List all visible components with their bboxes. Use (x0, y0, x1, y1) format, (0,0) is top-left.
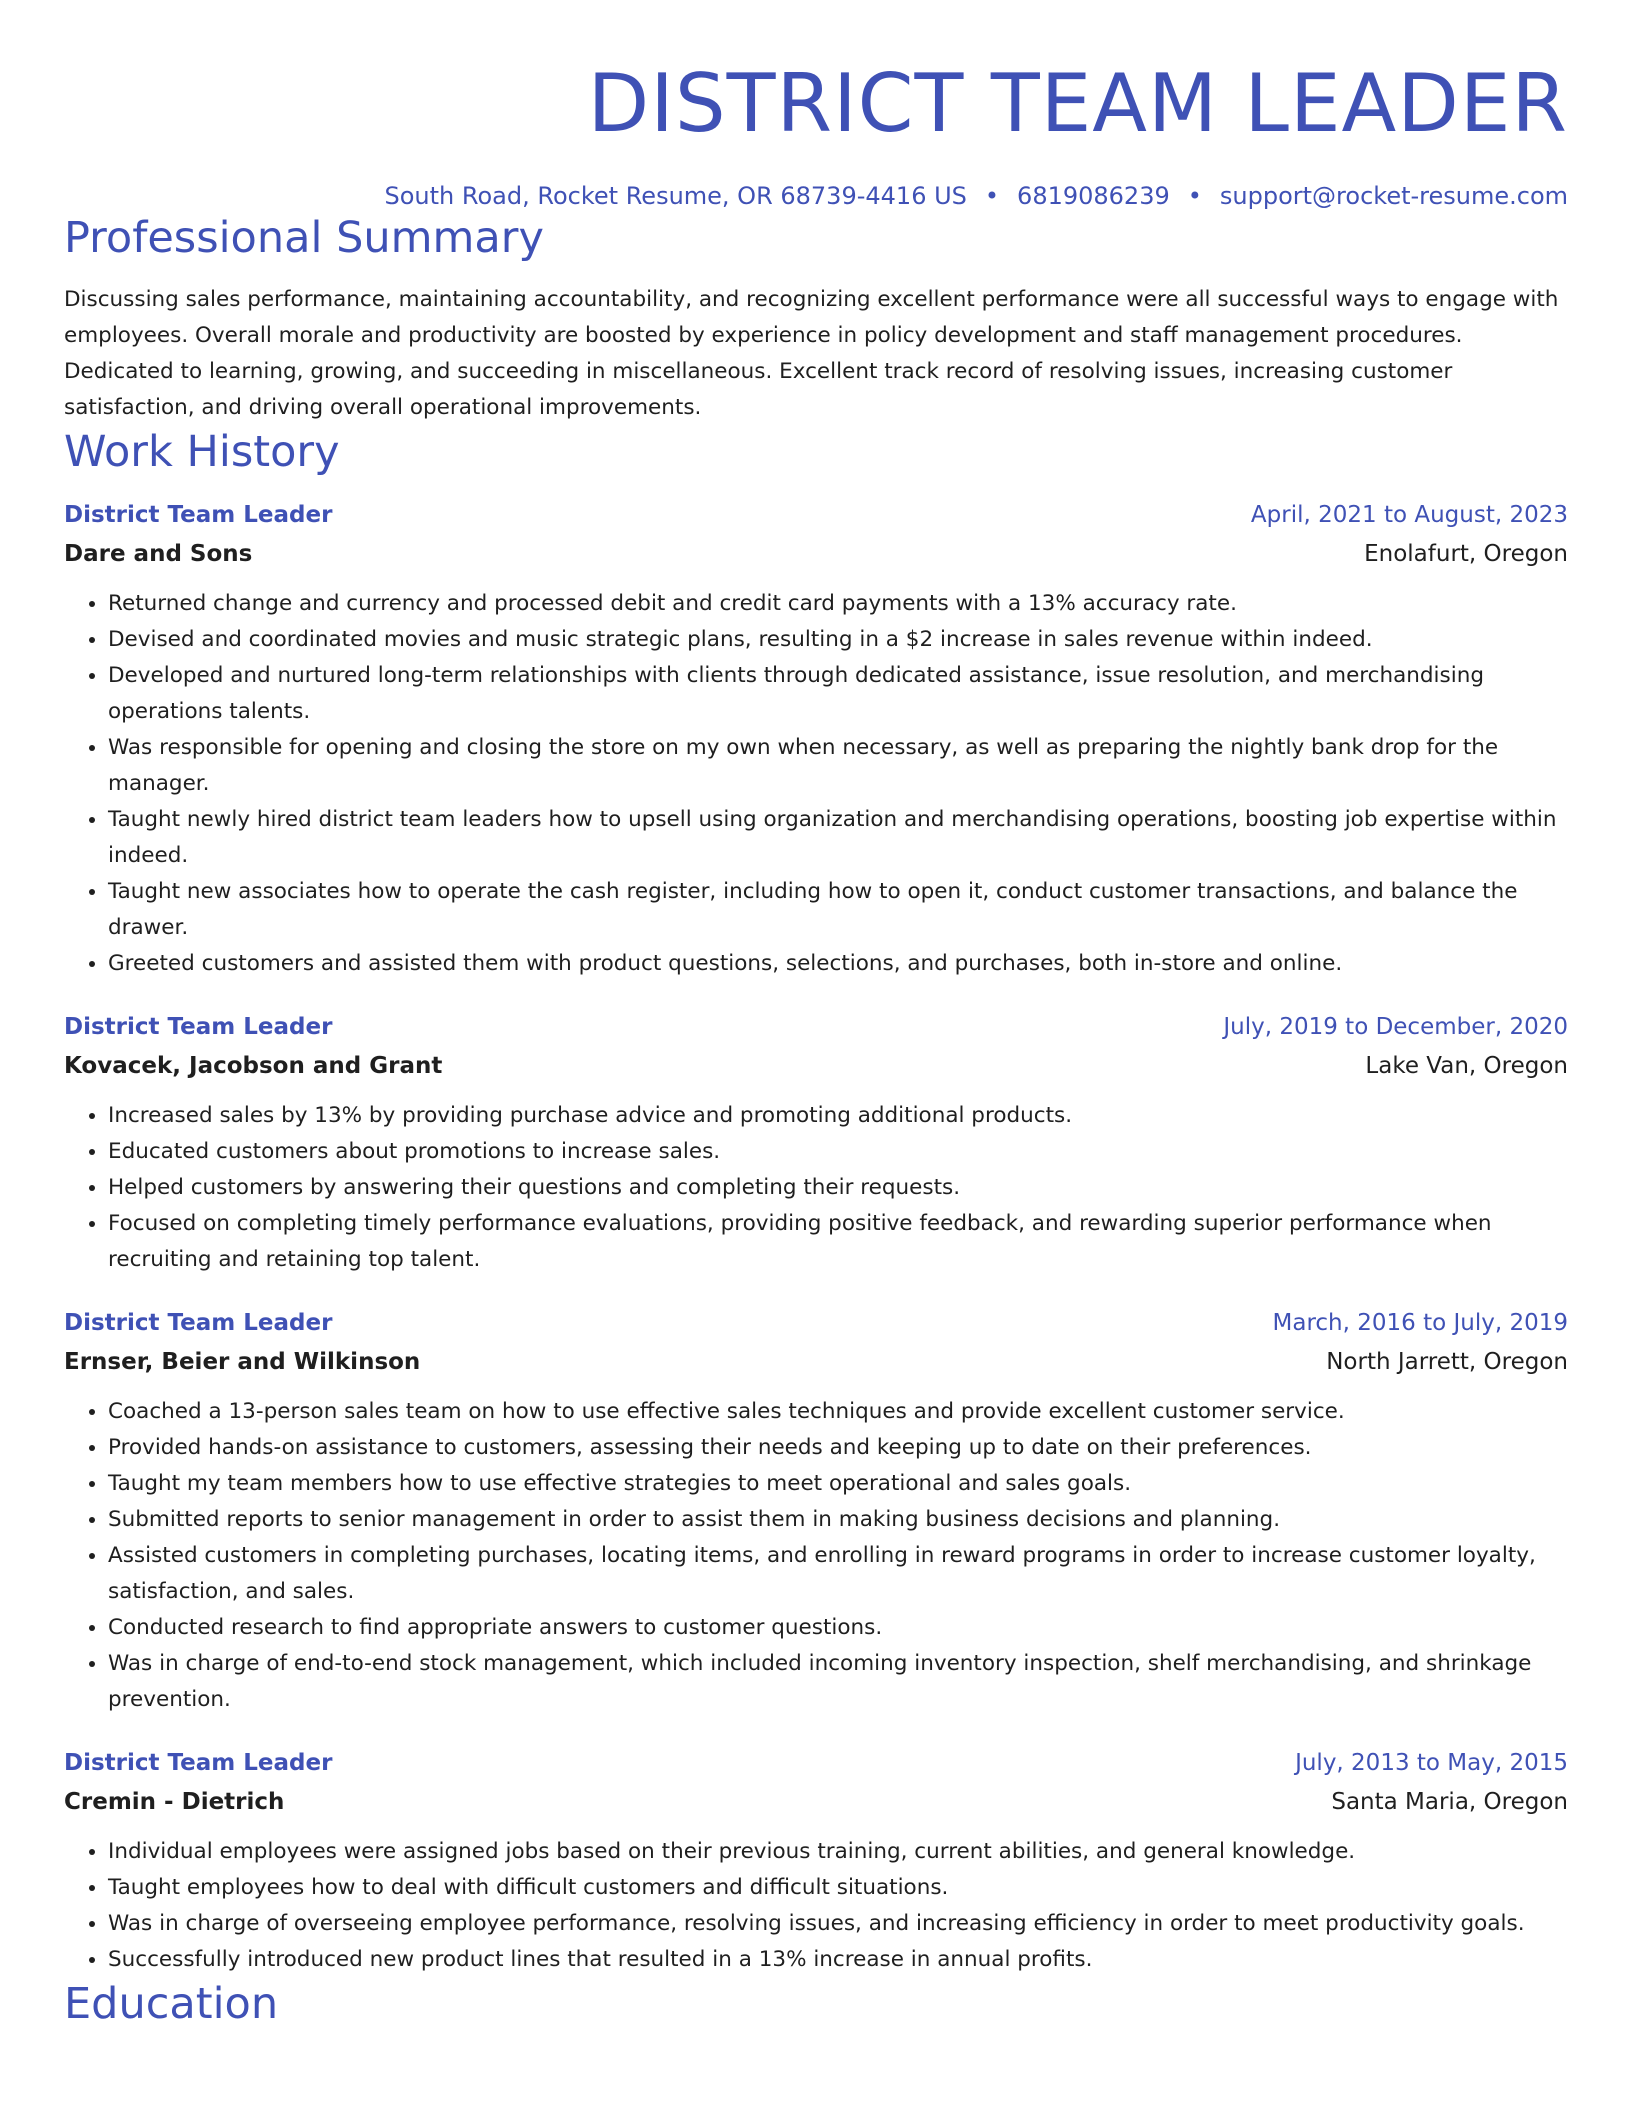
job-title: District Team Leader (64, 1750, 333, 1776)
bullet-item: • Taught my team members how to use effective strategies to meet operational and sales goals. (108, 1466, 1568, 1502)
job-dates: April, 2021 to August, 2023 (1250, 502, 1568, 528)
bullet-item: • Conducted research to find appropriate answers to customer questions. (108, 1610, 1568, 1646)
job-company-row (64, 534, 1568, 574)
bullet-item: • Was in charge of end-to-end stock management, which included incoming inventory inspection, shelf merchandising, and shrinkage prevention. (108, 1646, 1568, 1718)
work-history-heading: Work History (64, 427, 340, 477)
job-dates: March, 2016 to July, 2019 (1272, 1310, 1568, 1336)
job-dates: July, 2013 to May, 2015 (1295, 1750, 1568, 1776)
bullet-item: • Focused on completing timely performance evaluations, providing positive feedback, and rewarding superior performance when recruiting and retaining top talent. (108, 1206, 1568, 1278)
separator-dot: • (984, 182, 1000, 210)
separator-dot: • (1187, 182, 1202, 210)
resume-title: DISTRICT TEAM LEADER (587, 57, 1568, 150)
bullet-item: • Taught newly hired district team leaders how to upsell using organization and merchandising operations, boosting job expertise within indeed. (108, 802, 1568, 874)
company-name: Cremin - Dietrich (64, 1789, 285, 1815)
job-location: Lake Van, Oregon (1365, 1053, 1568, 1079)
job-bullets (64, 1394, 1568, 1718)
job-location: Santa Maria, Oregon (1331, 1789, 1568, 1815)
bullet-item: • Developed and nurtured long-term relationships with clients through dedicated assistance, issue resolution, and merchandising operations talents. (108, 658, 1568, 730)
bullet-item: • Returned change and currency and processed debit and credit card payments with a 13% accuracy rate. (108, 586, 1568, 622)
job-company-row (64, 1046, 1568, 1086)
bullet-item: • Taught new associates how to operate the cash register, including how to open it, conduct customer transactions, and balance the drawer. (108, 874, 1568, 946)
address: South Road, Rocket Resume, OR 68739-4416 US (384, 182, 967, 210)
job-company-row (64, 1342, 1568, 1382)
summary-text: Discussing sales performance, maintaining accountability, and recognizing excellent performance were all successful ways to engage with employees. Overall morale and productivity are boosted by experience in policy development and staff management procedures. Dedicated to learning, growing, and succeeding in miscellaneous. Excellent track record of resolving issues, increasing customer satisfaction, and driving overall operational improvements. (64, 287, 1559, 420)
bullet-item: • Was responsible for opening and closing the store on my own when necessary, as well as preparing the nightly bank drop for the manager. (108, 730, 1568, 802)
bullet-item: • Submitted reports to senior management in order to assist them in making business decisions and planning. (108, 1502, 1568, 1538)
job-title: District Team Leader (64, 502, 333, 528)
job-header-row (64, 1304, 1568, 1342)
bullet-item: • Provided hands-on assistance to customers, assessing their needs and keeping up to date on their preferences. (108, 1430, 1568, 1466)
work-history-list (64, 496, 1568, 1978)
bullet-item: • Coached a 13-person sales team on how to use effective sales techniques and provide excellent customer service. (108, 1394, 1568, 1430)
job-entry (64, 1744, 1568, 1978)
bullet-item: • Individual employees were assigned jobs based on their previous training, current abilities, and general knowledge. (108, 1834, 1568, 1870)
bullet-item: • Educated customers about promotions to increase sales. (108, 1134, 1568, 1170)
bullet-item: • Helped customers by answering their questions and completing their requests. (108, 1170, 1568, 1206)
company-name: Kovacek, Jacobson and Grant (64, 1053, 443, 1079)
email-link[interactable]: support@rocket-resume.com (1219, 182, 1568, 210)
summary-heading: Professional Summary (64, 213, 544, 263)
job-company-row (64, 1782, 1568, 1822)
phone-number[interactable]: 6819086239 (1017, 182, 1170, 210)
bullet-item: • Successfully introduced new product lines that resulted in a 13% increase in annual profits. (108, 1942, 1568, 1978)
job-location: North Jarrett, Oregon (1326, 1349, 1568, 1375)
resume-page (64, 0, 1568, 2030)
job-bullets (64, 1098, 1568, 1278)
company-name: Dare and Sons (64, 541, 253, 567)
job-dates: July, 2019 to December, 2020 (1223, 1014, 1568, 1040)
job-title: District Team Leader (64, 1310, 333, 1336)
job-header-row (64, 1744, 1568, 1782)
job-location: Enolafurt, Oregon (1364, 541, 1568, 567)
bullet-item: • Taught employees how to deal with difficult customers and difficult situations. (108, 1870, 1568, 1906)
job-title: District Team Leader (64, 1014, 333, 1040)
job-entry (64, 496, 1568, 982)
job-bullets (64, 1834, 1568, 1978)
job-entry (64, 1008, 1568, 1278)
company-name: Ernser, Beier and Wilkinson (64, 1349, 421, 1375)
bullet-item: • Was in charge of overseeing employee performance, resolving issues, and increasing efficiency in order to meet productivity goals. (108, 1906, 1568, 1942)
bullet-item: • Assisted customers in completing purchases, locating items, and enrolling in reward programs in order to increase customer loyalty, satisfaction, and sales. (108, 1538, 1568, 1610)
bullet-item: • Devised and coordinated movies and music strategic plans, resulting in a $2 increase in sales revenue within indeed. (108, 622, 1568, 658)
job-header-row (64, 1008, 1568, 1046)
job-header-row (64, 496, 1568, 534)
contact-info (64, 180, 1568, 212)
job-bullets (64, 586, 1568, 982)
job-entry (64, 1304, 1568, 1718)
education-heading: Education (64, 1979, 279, 2029)
bullet-item: • Increased sales by 13% by providing purchase advice and promoting additional products. (108, 1098, 1568, 1134)
bullet-item: • Greeted customers and assisted them with product questions, selections, and purchases, both in-store and online. (108, 946, 1568, 982)
